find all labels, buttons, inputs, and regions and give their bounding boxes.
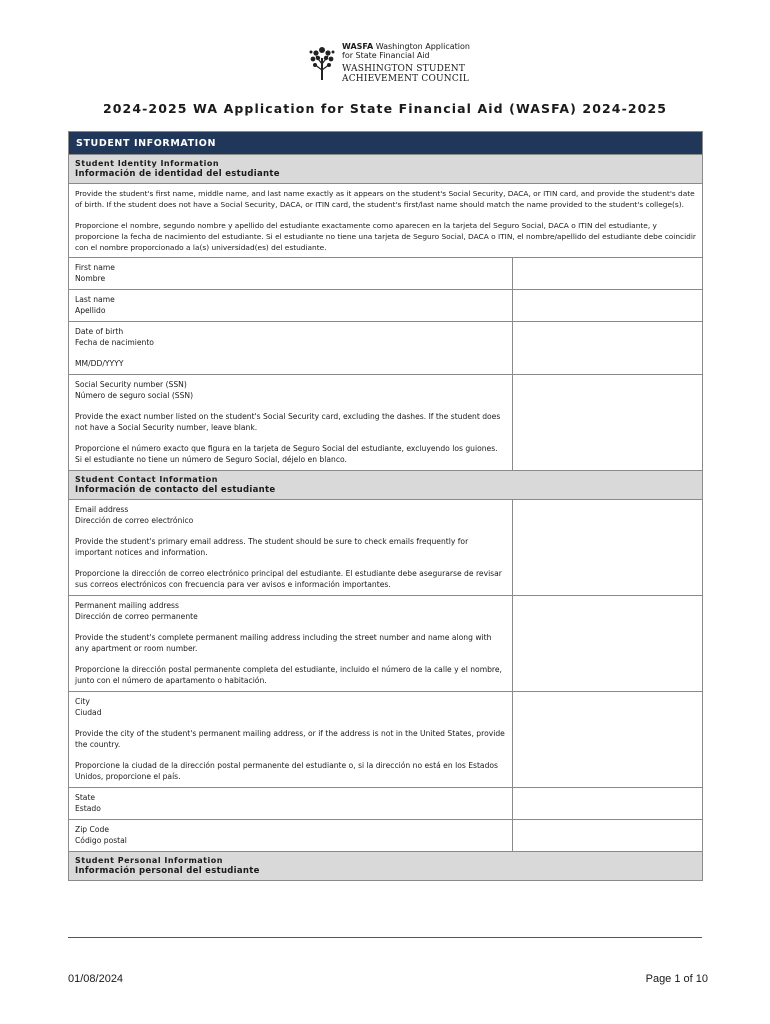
first-name-field[interactable]	[513, 258, 703, 290]
page-title: 2024-2025 WA Application for State Financial Aid (WASFA) 2024-2025	[102, 101, 668, 116]
state-row	[69, 788, 703, 820]
section-header: STUDENT INFORMATION	[69, 132, 703, 155]
identity-title-en: Student Identity Information	[75, 159, 220, 168]
city-label: City Ciudad Provide the city of the student's permanent mailing address, or if the address is not in the United States, provide the country. Proporcione la ciudad de la dirección postal permanente del estudiante o, si la dirección no está en los Estados Unidos, proporcione el país.	[69, 692, 513, 788]
city-field[interactable]	[513, 692, 703, 788]
logo-line-3: WASHINGTON STUDENT	[342, 64, 466, 74]
city-help-en: Provide the city of the student's permanent mailing address, or if the address is not in the United States, provide the country.	[75, 729, 505, 749]
email-row	[69, 500, 703, 596]
mailing-address-field[interactable]	[513, 596, 703, 692]
dob-label: Date of birth Fecha de nacimiento MM/DD/YYYY	[69, 322, 513, 375]
contact-title-en: Student Contact Information	[75, 475, 218, 484]
last-name-field[interactable]	[513, 290, 703, 322]
contact-subheader	[69, 471, 703, 500]
ssn-help-es: Proporcione el número exacto que figura en la tarjeta de Seguro Social del estudiante, excluyendo los guiones. Si el estudiante no tiene un número de Seguro Social, déjelo en blanco.	[75, 444, 498, 464]
ssn-field[interactable]	[513, 375, 703, 471]
first-name-label: First name Nombre	[69, 258, 513, 290]
zip-field[interactable]	[513, 820, 703, 852]
zip-row	[69, 820, 703, 852]
dob-format: MM/DD/YYYY	[75, 359, 124, 368]
last-name-row	[69, 290, 703, 322]
identity-title-es: Información de identidad del estudiante	[75, 169, 280, 179]
identity-subheader	[69, 155, 703, 184]
ssn-help-en: Provide the exact number listed on the student's Social Security card, excluding the dashes. If the student does not have a Social Security number, leave blank.	[75, 412, 501, 432]
email-help-es: Proporcione la dirección de correo electrónico principal del estudiante. El estudiante debe asegurarse de revisar sus correos electrónicos con frecuencia para ver avisos e información importantes.	[75, 569, 502, 589]
identity-instructions-es: Proporcione el nombre, segundo nombre y apellido del estudiante exactamente como aparecen en la tarjeta del Seguro Social, DACA o ITIN del estudiante, y proporcione la fecha de nacimiento del estudiante. Si el estudiante no tiene una tarjeta de Seguro Social, DACA o ITIN, el nombre/apellido del estudiante debe coincidir con el nombre proporcionado a la(s) universidad(es) del estudiante.	[75, 221, 696, 252]
zip-label: Zip Code Código postal	[69, 820, 513, 852]
dob-field[interactable]	[513, 322, 703, 375]
city-row	[69, 692, 703, 788]
mailing-help-en: Provide the student's complete permanent mailing address including the street number and name along with any apartment or room number.	[75, 633, 492, 653]
mailing-address-row	[69, 596, 703, 692]
personal-subheader	[69, 852, 703, 881]
city-help-es: Proporcione la ciudad de la dirección postal permanente del estudiante o, si la dirección no está en los Estados Unidos, proporcione el país.	[75, 761, 499, 781]
wasfa-logo	[308, 42, 468, 84]
logo-line-2: for State Financial Aid	[342, 51, 430, 60]
personal-title-es: Información personal del estudiante	[75, 866, 260, 876]
email-label: Email address Dirección de correo electrónico Provide the student's primary email address. The student should be sure to check emails frequently for important notices and information. Proporcione la dirección de correo electrónico principal del estudiante. El estudiante debe asegurarse de revisar sus correos electrónicos con frecuencia para ver avisos e información importantes.	[69, 500, 513, 596]
mailing-help-es: Proporcione la dirección postal permanente completa del estudiante, incluido el número de la calle y el nombre, junto con el número de apartamento o habitación.	[75, 665, 502, 685]
last-name-label: Last name Apellido	[69, 290, 513, 322]
footer-page-number: Page 1 of 10	[645, 973, 708, 985]
footer-date: 01/08/2024	[68, 973, 124, 985]
email-field[interactable]	[513, 500, 703, 596]
email-help-en: Provide the student's primary email address. The student should be sure to check emails frequently for important notices and information.	[75, 537, 469, 557]
ssn-label: Social Security number (SSN) Número de seguro social (SSN) Provide the exact number listed on the student's Social Security card, excluding the dashes. If the student does not have a Social Security number, leave blank. Proporcione el número exacto que figura en la tarjeta de Seguro Social del estudiante, excluyendo los guiones. Si el estudiante no tiene un número de Seguro Social, déjelo en blanco.	[69, 375, 513, 471]
student-information-table	[68, 131, 703, 881]
logo-line-4: ACHIEVEMENT COUNCIL	[342, 74, 469, 84]
tree-icon	[308, 44, 336, 80]
dob-row	[69, 322, 703, 375]
state-label: State Estado	[69, 788, 513, 820]
identity-instructions	[69, 184, 703, 258]
identity-instructions-en: Provide the student's first name, middle name, and last name exactly as it appears on the student's Social Security, DACA, or ITIN card, and provide the student's date of birth. If the student does not have a Social Security, DACA, or ITIN card, the student's first/last name should match the name provided to the student's college(s).	[75, 189, 695, 209]
personal-title-en: Student Personal Information	[75, 856, 223, 865]
mailing-address-label: Permanent mailing address Dirección de correo permanente Provide the student's complete permanent mailing address including the street number and name along with any apartment or room number. Proporcione la dirección postal permanente completa del estudiante, incluido el número de la calle y el nombre, junto con el número de apartamento o habitación.	[69, 596, 513, 692]
state-field[interactable]	[513, 788, 703, 820]
logo-line-1: WASFA Washington Application	[342, 42, 470, 51]
ssn-row	[69, 375, 703, 471]
contact-title-es: Información de contacto del estudiante	[75, 485, 276, 495]
footer-divider	[68, 937, 702, 938]
first-name-row	[69, 258, 703, 290]
